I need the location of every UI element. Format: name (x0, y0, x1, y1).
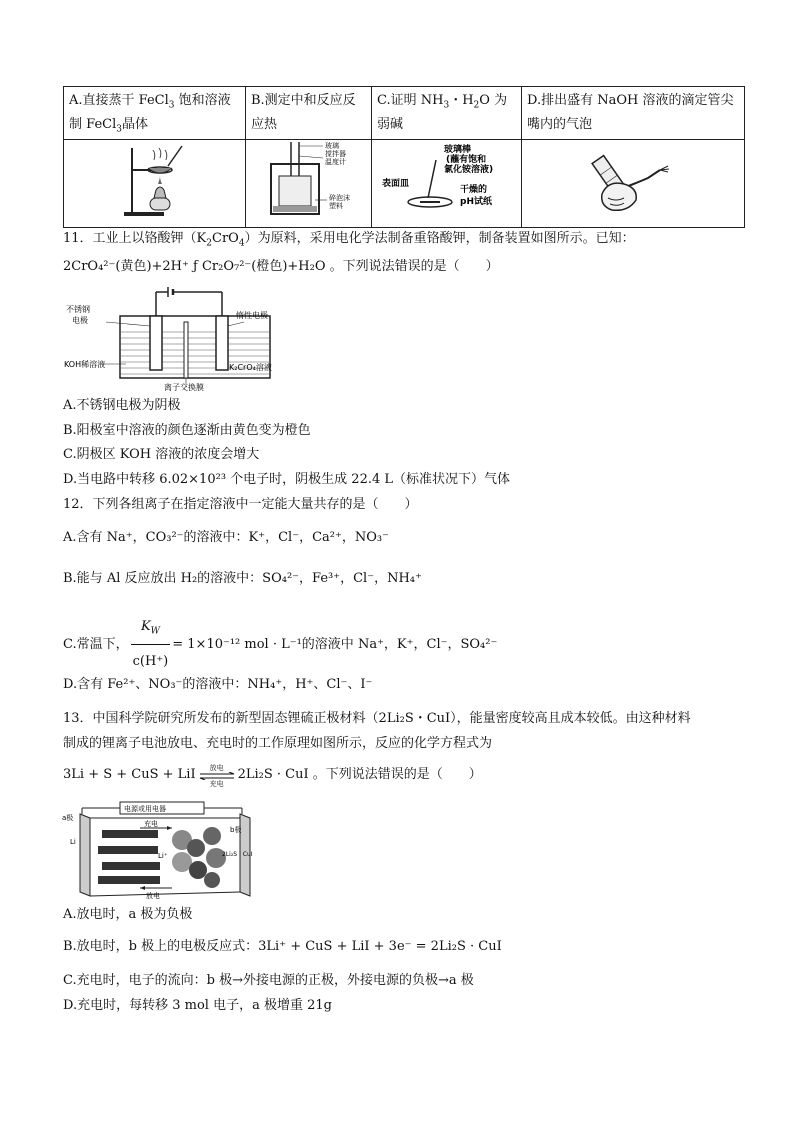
experiment-options-table (63, 86, 745, 228)
q12-option-b: B.能与 Al 反应放出 H₂的溶液中：SO₄²⁻，Fe³⁺，Cl⁻，NH₄⁺ (63, 571, 422, 586)
q11-equation: 2CrO₄²⁻(黄色)+2H⁺ ƒ Cr₂O₇²⁻(橙色)+H₂O 。下列说法错误的是（ ） (63, 259, 499, 274)
label-li-ion: Li⁺ (158, 852, 168, 860)
label-cathode-material: 2Li₂S · CuI (222, 851, 253, 858)
label-glass: 玻璃 (324, 142, 339, 150)
q11-option-a: A.不锈钢电极为阴极 (63, 398, 181, 413)
q13-option-b: B.放电时，b 极上的电极反应式：3Li⁺ + CuS + LiI + 3e⁻ = 2Li₂S · CuI (63, 939, 502, 954)
q12-option-d: D.含有 Fe²⁺、NO₃⁻的溶液中：NH₄⁺，H⁺、Cl⁻、I⁻ (63, 677, 373, 692)
label-discharge: 放电 (146, 892, 160, 900)
q11-electrolysis-figure (64, 286, 294, 398)
q13-stem-line1: 13．中国科学院研究所发布的新型固态锂硫正极材料（2Li₂S・CuI），能量密度较高且成本较低。由这种材料 (63, 711, 691, 726)
option-d-header: D.排出盛有 NaOH 溶液的滴定管尖嘴内的气泡 (522, 87, 745, 140)
label-inert-electrode: 惰性电极 (236, 311, 268, 320)
option-c-header: C.证明 $NH_3$・$H_2O$ 为弱碱 (372, 87, 522, 140)
label-power: 电源或用电器 (124, 805, 166, 813)
q11-option-d: D.当电路中转移 6.02×10²³ 个电子时，阴极生成 22.4 L（标准状况下）气体 (63, 472, 511, 487)
label-membrane: 离子交换膜 (164, 383, 204, 392)
label-k2cro4: K₂CrO₄溶液 (229, 363, 272, 372)
label-plastic: 塑料 (328, 202, 343, 210)
label-nh4cl: 氯化铵溶液) (443, 165, 493, 175)
option-a-header: A.直接蒸干 FeCl$_3$ 饱和溶液制 FeCl$_3$晶体 (64, 87, 246, 140)
q13-option-d: D.充电时，每转移 3 mol 电子，a 极增重 21g (63, 998, 332, 1013)
label-dipped: (蘸有饱和 (445, 155, 486, 165)
q12-option-c: C.常温下， $\frac{K_W}{c(H^+)}$ = 1×10⁻¹² mol · L⁻¹的溶液中 Na⁺，K⁺，Cl⁻，SO₄²⁻ (63, 610, 497, 679)
q13-option-a: A.放电时，a 极为负极 (63, 907, 193, 922)
label-glass-rod: 玻璃棒 (443, 145, 471, 155)
label-koh: KOH稀溶液 (64, 360, 106, 369)
q13-equation: 3Li + S + CuS + LiI 放电 充电 2Li₂S · CuI 。下列说法错误的是（ ） (63, 763, 482, 788)
label-stainless: 不锈钢 (66, 305, 90, 314)
reversible-arrow: 放电 充电 (198, 767, 236, 783)
ph-test-apparatus-icon (374, 140, 520, 218)
q12-option-a: A.含有 Na⁺，CO₃²⁻的溶液中：K⁺，Cl⁻，Ca²⁺，NO₃⁻ (63, 530, 389, 545)
label-li: Li (70, 838, 76, 846)
q13-option-c: C.充电时，电子的流向：b 极→外接电源的正极，外接电源的负极→a 极 (63, 973, 474, 988)
q11-option-c: C.阴极区 KOH 溶液的浓度会增大 (63, 447, 260, 462)
option-c-figure (372, 140, 522, 228)
label-watch-glass: 表面皿 (381, 179, 409, 189)
q11-stem: 11．工业上以铬酸钾$(K_2CrO_4)$为原料，采用电化学法制备重铬酸钾，制备装置如图所示。已知： (63, 231, 635, 249)
option-b-header: B.测定中和反应反应热 (246, 87, 372, 140)
label-charge: 充电 (144, 820, 158, 828)
label-foam: 碎泡沫 (328, 194, 350, 202)
label-b-pole: b极 (230, 826, 242, 834)
option-a-figure (64, 140, 246, 228)
label-thermometer: 温度计 (324, 158, 346, 166)
kw-fraction: $\frac{K_W}{c(H^+)}$ (131, 610, 171, 679)
burette-hand-icon (578, 140, 688, 218)
lithium-battery-icon (62, 800, 272, 900)
q13-battery-figure (62, 800, 272, 904)
label-dry: 干燥的 (459, 185, 487, 195)
q12-stem: 12．下列各组离子在指定溶液中一定能大量共存的是（ ） (63, 497, 418, 512)
option-b-figure (246, 140, 372, 228)
calorimeter-apparatus-icon (249, 140, 369, 218)
options-table-wrapper (63, 86, 745, 228)
option-d-figure (522, 140, 745, 228)
evaporating-dish-apparatus-icon (120, 140, 190, 218)
label-ph-paper: pH试纸 (459, 197, 492, 207)
label-stirrer: 搅拌器 (324, 150, 346, 158)
label-electrode: 电极 (72, 316, 88, 325)
q13-stem-line2: 制成的锂离子电池放电、充电时的工作原理如图所示，反应的化学方程式为 (63, 736, 493, 751)
label-a-pole: a极 (62, 814, 74, 822)
electrolysis-cell-icon (64, 286, 294, 394)
q11-option-b: B.阳极室中溶液的颜色逐渐由黄色变为橙色 (63, 423, 311, 438)
